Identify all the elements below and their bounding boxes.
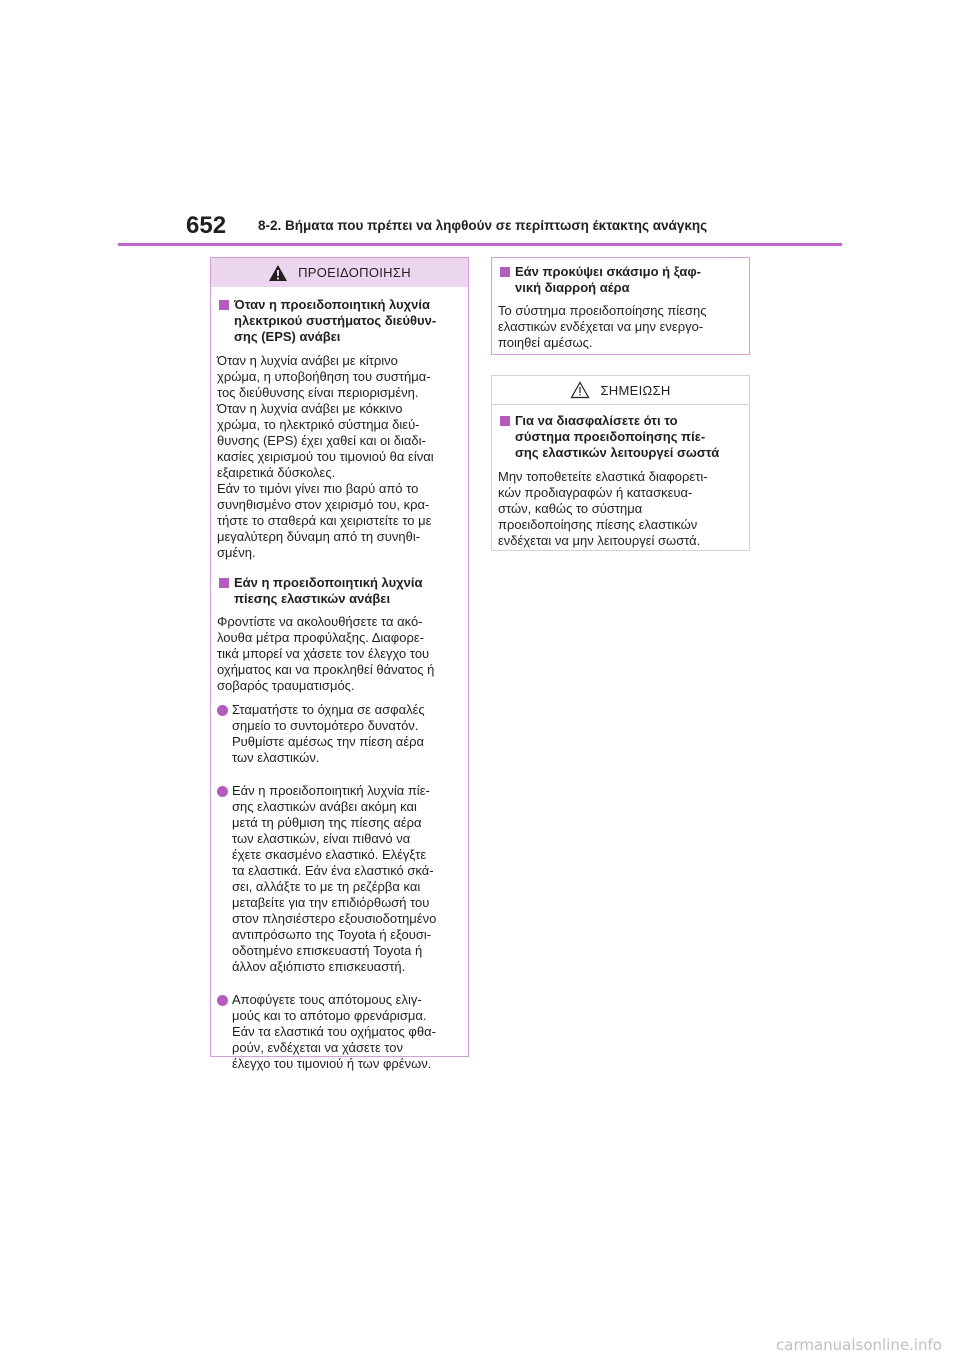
- eps-body: Όταν η λυχνία ανάβει με κίτρινο χρώμα, η υποβοήθηση του συστήμα- τος διεύθυνσης είναι περιορισμένη. Όταν η λυχνία ανάβει με κόκκινο χρώμα, το ηλεκτρικό σύστημα διεύ- θυνσης (EPS) έχει χαθεί και οι διαδι- κασίες χειρισμού του τιμονιού θα είναι εξαιρετικά δύσκολες. Εάν το τιμόνι γίνει πιο βαρύ από το συνηθισμένο στον χειρισμό του, κρα- τήστε το σταθερά και χειριστείτε το με μεγαλύτερη δύναμη από τη συνηθι- σμένη.: [217, 353, 434, 560]
- warning-box-header: [211, 258, 468, 287]
- warning-box-body: [211, 287, 468, 1078]
- bullet-stop-vehicle: Σταματήστε το όχημα σε ασφαλές σημείο το συντομότερο δυνατόν. Ρυθμίστε αμέσως την πίεση αέρα των ελαστικών.: [217, 702, 462, 766]
- warning-continued-box: [491, 257, 750, 355]
- section-square-icon: [219, 578, 229, 588]
- page-header: [0, 0, 960, 250]
- warning-triangle-icon: [268, 264, 288, 282]
- warning-continued-body: [492, 258, 749, 357]
- section-title: 8-2. Βήματα που πρέπει να ληφθούν σε περίπτωση έκτακτης ανάγκης: [258, 218, 708, 233]
- note-box-body: [492, 405, 749, 555]
- tire-pressure-body: Φροντίστε να ακολουθήσετε τα ακό- λουθα μέτρα προφύλαξης. Διαφορε- τικά μπορεί να χάσετε τον έλεγχο του οχήματος και να προκληθεί θάνατος ή σοβαρός τραυματισμός.: [217, 614, 435, 693]
- warning-box-title: ΠΡΟΕΙΔΟΠΟΙΗΣΗ: [298, 265, 411, 280]
- caution-triangle-icon: [570, 381, 590, 399]
- warning-box: [210, 257, 469, 1071]
- bullet-dot-icon: [217, 995, 228, 1006]
- puncture-body: Το σύστημα προειδοποίησης πίεσης ελαστικών ενδέχεται να μην ενεργο- ποιηθεί αμέσως.: [498, 303, 707, 350]
- page-number: 652: [186, 212, 227, 239]
- section-square-icon: [500, 416, 510, 426]
- section-square-icon: [219, 300, 229, 310]
- watermark: carmanualsonline.info: [776, 1336, 942, 1354]
- eps-heading: Όταν η προειδοποιητική λυχνία ηλεκτρικού συστήματος διεύθυν- σης (EPS) ανάβει: [217, 297, 462, 345]
- note-box-header: [492, 376, 749, 405]
- section-square-icon: [500, 267, 510, 277]
- note-box-title: ΣΗΜΕΙΩΣΗ: [600, 382, 671, 398]
- header-divider: [118, 243, 842, 246]
- note-body: Μην τοποθετείτε ελαστικά διαφορετι- κών προδιαγραφών ή κατασκευα- στών, καθώς το σύστημα προειδοποίησης πίεσης ελαστικών ενδέχεται να μην λειτουργεί σωστά.: [498, 469, 708, 548]
- bullet-avoid-sudden: Αποφύγετε τους απότομους ελιγ- μούς και το απότομο φρενάρισμα. Εάν τα ελαστικά του οχήματος φθα- ρούν, ενδέχεται να χάσετε τον έλεγχο του τιμονιού ή των φρένων.: [217, 992, 462, 1072]
- note-heading: Για να διασφαλίσετε ότι το σύστημα προειδοποίησης πίε- σης ελαστικών λειτουργεί σωστά: [498, 413, 743, 461]
- bullet-dot-icon: [217, 786, 228, 797]
- bullet-light-still-on: Εάν η προειδοποιητική λυχνία πίε- σης ελαστικών ανάβει ακόμη και μετά τη ρύθμιση της πίεσης αέρα των ελαστικών, είναι πιθανό να έχετε σκασμένο ελαστικό. Ελέγξτε τα ελαστικά. Εάν ένα ελαστικό σκά- σει, αλλάξτε το με τη ρεζέρβα και μεταβείτε για την επιδιόρθωσή του στον πλησιέστερο εξουσιοδοτημένο αντιπρόσωπο της Toyota ή εξουσι- οδοτημένο επισκευαστή Toyota ή άλλον αξιόπιστο επισκευαστή.: [217, 783, 462, 975]
- bullet-dot-icon: [217, 705, 228, 716]
- puncture-heading: Εάν προκύψει σκάσιμο ή ξαφ- νική διαρροή αέρα: [498, 264, 743, 296]
- tire-pressure-heading: Εάν η προειδοποιητική λυχνία πίεσης ελαστικών ανάβει: [217, 575, 462, 607]
- note-box: [491, 375, 750, 551]
